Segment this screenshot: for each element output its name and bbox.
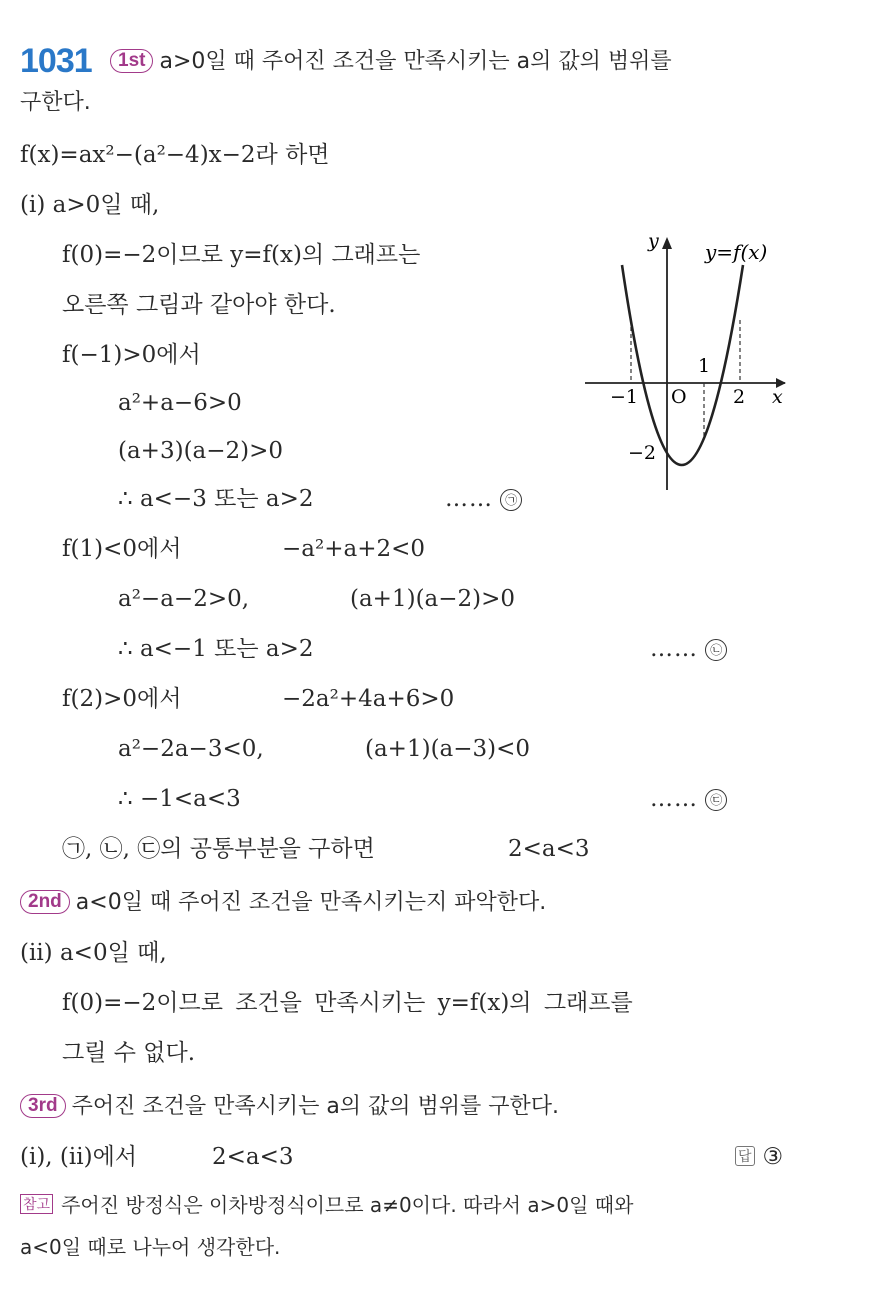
f2-step-c: ∴ −1<a<3 — [118, 786, 241, 812]
f-neg1-condition: f(−1)>0에서 — [62, 342, 201, 368]
note-label: 참고 — [20, 1194, 53, 1214]
problem-number: 1031 — [20, 42, 92, 80]
parabola-graph — [580, 225, 800, 500]
step-1-line — [110, 47, 672, 77]
dots: …… — [445, 486, 493, 512]
tick-2: 2 — [733, 386, 746, 408]
step-3-line — [20, 1092, 559, 1122]
f-neg1-step-b: (a+3)(a−2)>0 — [118, 438, 284, 464]
f2-step-b: (a+1)(a−3)<0 — [365, 736, 531, 762]
note-text-1: 주어진 방정식은 이차방정식이므로 a≠0이다. 따라서 a>0일 때와 — [61, 1193, 634, 1217]
dots: …… — [650, 636, 698, 662]
f2-condition: f(2)>0에서 — [62, 686, 182, 712]
origin-label: O — [671, 386, 687, 408]
tick-neg1: −1 — [610, 386, 639, 408]
f1-expression: −a²+a+2<0 — [282, 536, 425, 562]
answer-line — [735, 1142, 783, 1172]
tag-giyeok: ㉠ — [500, 489, 522, 511]
f1-step-c: ∴ a<−1 또는 a>2 — [118, 636, 314, 662]
y-axis-label: y — [648, 230, 659, 252]
f1-tag-line — [650, 634, 727, 664]
case-2-heading: (ii) a<0일 때, — [20, 940, 167, 966]
step-3-badge: 3rd — [20, 1094, 66, 1118]
case-2-text: f(0)=−2이므로 조건을 만족시키는 y=f(x)의 그래프를 — [62, 990, 633, 1016]
y-axis-arrow — [662, 237, 672, 249]
f2-step-a: a²−2a−3<0, — [118, 736, 264, 762]
definition-line: f(x)=ax²−(a²−4)x−2라 하면 — [20, 142, 330, 168]
f1-step-b: (a+1)(a−2)>0 — [350, 586, 516, 612]
final-result: 2<a<3 — [212, 1144, 294, 1170]
f-neg1-step-a: a²+a−6>0 — [118, 390, 242, 416]
step-2-text: a<0일 때 주어진 조건을 만족시키는지 파악한다. — [75, 890, 547, 915]
graph-reference-line: 오른쪽 그림과 같아야 한다. — [62, 292, 336, 318]
f2-expression: −2a²+4a+6>0 — [282, 686, 455, 712]
answer-value: ③ — [762, 1144, 784, 1170]
tick-neg2: −2 — [628, 442, 657, 464]
f2-tag-line — [650, 784, 727, 814]
step-1-badge: 1st — [110, 49, 153, 73]
parabola-curve — [622, 265, 746, 465]
note-line-1 — [20, 1190, 633, 1220]
f-neg1-tag-line — [445, 484, 522, 514]
answer-label: 답 — [735, 1146, 755, 1166]
step-1-text-cont: 구한다. — [20, 90, 91, 115]
tick-1: 1 — [698, 355, 711, 377]
step-2-badge: 2nd — [20, 890, 70, 914]
note-line-2: a<0일 때로 나누어 생각한다. — [20, 1235, 281, 1259]
case-1-heading: (i) a>0일 때, — [20, 192, 160, 218]
f1-condition: f(1)<0에서 — [62, 536, 182, 562]
final-line: (i), (ii)에서 — [20, 1144, 138, 1170]
step-1-text: a>0일 때 주어진 조건을 만족시키는 a의 값의 범위를 — [159, 49, 672, 74]
x-axis-label: x — [772, 386, 783, 408]
f-neg1-step-c: ∴ a<−3 또는 a>2 — [118, 486, 314, 512]
common-part-line: ㉠, ㉡, ㉢의 공통부분을 구하면 — [62, 836, 375, 862]
tag-digeut: ㉢ — [705, 789, 727, 811]
f0-line: f(0)=−2이므로 y=f(x)의 그래프는 — [62, 242, 421, 268]
curve-label: y=f(x) — [705, 240, 768, 264]
common-part-result: 2<a<3 — [508, 836, 590, 862]
tag-nieun: ㉡ — [705, 639, 727, 661]
step-3-text: 주어진 조건을 만족시키는 a의 값의 범위를 구한다. — [71, 1094, 560, 1119]
dots: …… — [650, 786, 698, 812]
step-2-line — [20, 888, 546, 918]
f1-step-a: a²−a−2>0, — [118, 586, 250, 612]
case-2-text-cont: 그릴 수 없다. — [62, 1040, 196, 1066]
